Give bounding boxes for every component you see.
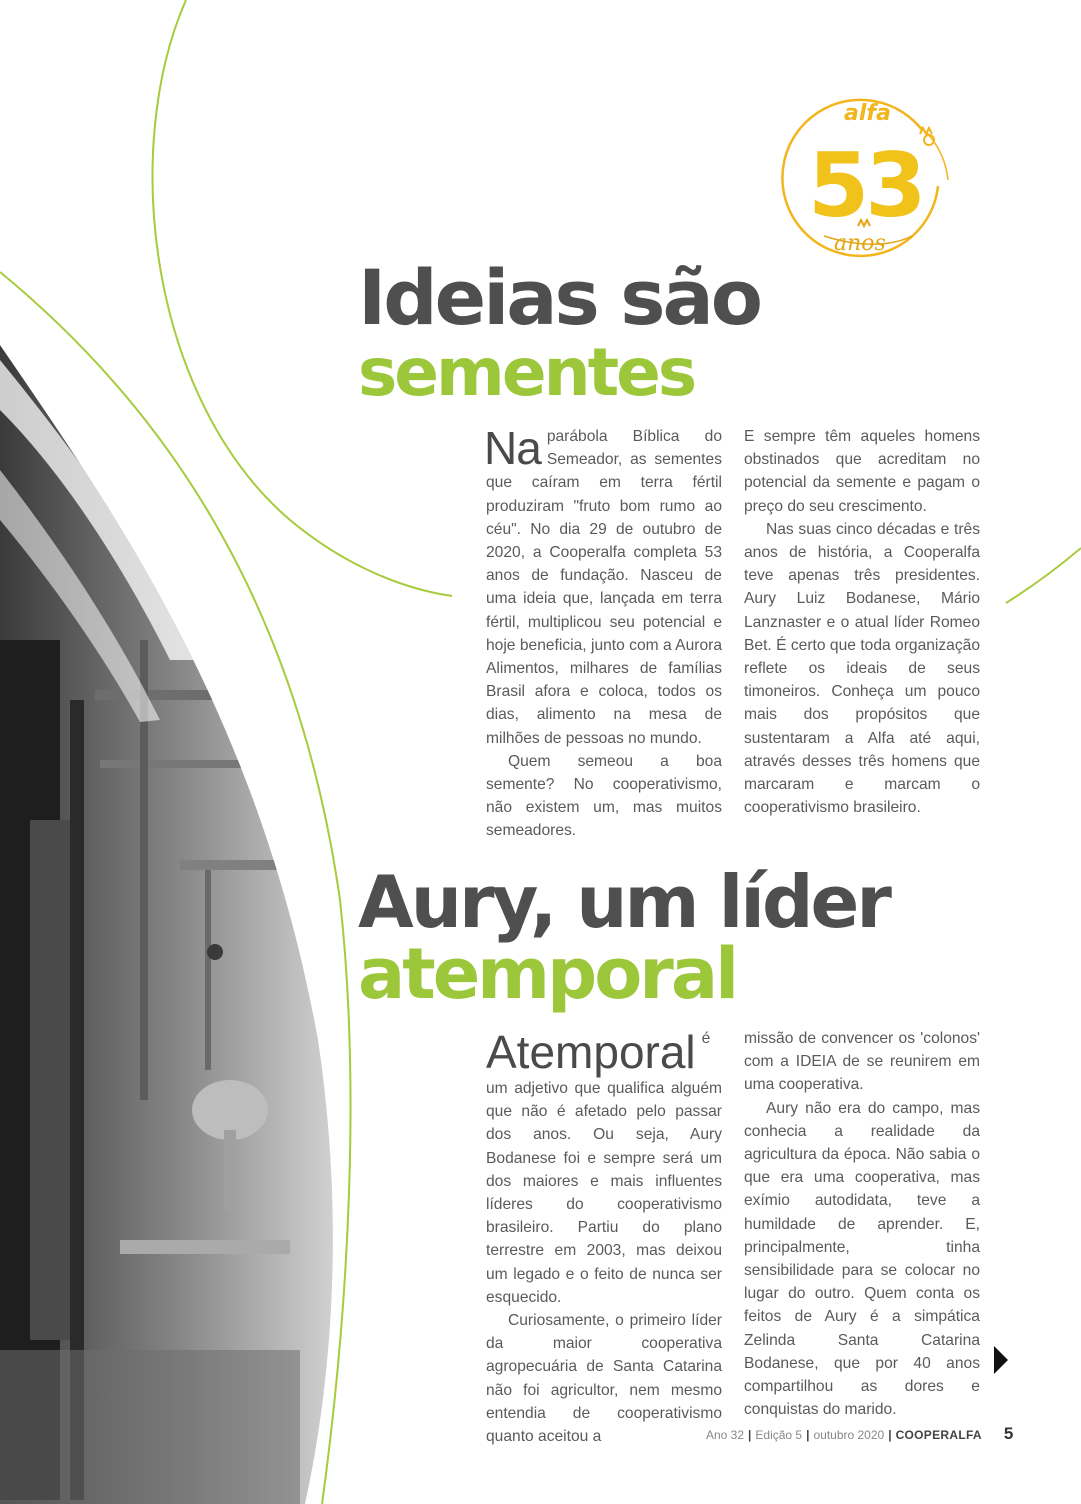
- logo-brand: alfa: [844, 101, 891, 126]
- section2-col1-paragraph2: Curiosamente, o primeiro líder da maior cooperativa agropecuária de Santa Catarina não foi agricultor, nem mesmo entendia de cooperativismo quanto aceitou a: [486, 1312, 722, 1446]
- footer-brand: COOPERALFA: [895, 1428, 982, 1442]
- section2-title-line1: Aury, um líder: [358, 860, 889, 944]
- section2-col1-paragraph1: [486, 1027, 722, 1309]
- section2-column-1: [486, 1027, 722, 1448]
- section1-col1-paragraph2: Quem semeou a boa semente? No cooperativismo, não existem um, mas muitos semeadores.: [486, 752, 722, 840]
- footer-edition: Edição 5: [755, 1428, 803, 1442]
- big-word: Atemporal: [486, 1026, 696, 1078]
- section2-col1-p1-text: é um adjetivo que qualifica alguém que não é afetado pelo passar dos anos. Ou seja, Aury Bodanese foi e sempre será um dos maiores e mais influentes líderes do cooperativismo brasileiro. Partiu do plano terrestre em 2003, mas deixou um legado e o feito de nunca ser esquecido.: [486, 1030, 722, 1306]
- section1-column-2: [744, 425, 980, 819]
- logo-number: 53: [808, 134, 923, 237]
- next-page-arrow-icon[interactable]: [994, 1346, 1008, 1374]
- background-photo: [0, 340, 340, 1504]
- section2-col2-paragraph2: Aury não era do campo, mas conhecia a realidade da agricultura da época. Não sabia o que era uma cooperativa, mas exímio autodidata, teve a humildade de aprender. E, principalmente, tinha sensibilidade para se colocar no lugar do outro. Quem conta os feitos de Aury é a simpática Zelinda Santa Catarina Bodanese, que por 40 anos compartilhou as dores e conquistas do marido.: [744, 1099, 980, 1419]
- footer-year: Ano 32: [706, 1428, 745, 1442]
- alfa-53-anos-logo: [772, 88, 952, 268]
- section1-column-1: [484, 422, 722, 843]
- logo-suffix: anos: [834, 231, 886, 256]
- section1-col1-paragraph1: [484, 422, 722, 750]
- footer-date: outubro 2020: [813, 1428, 885, 1442]
- section2-column-2: [744, 1027, 980, 1421]
- section1-col2-paragraph2: Nas suas cinco décadas e três anos de história, a Cooperalfa teve apenas três presidentes. Aury Luiz Bodanese, Mário Lanznaster e o atual líder Romeo Bet. É certo que toda organização reflete os ideais de seus timoneiros. Conheça um pouco mais dos propósitos que sustentaram a Alfa até aqui, através desses três homens que marcaram e marcam o cooperativismo brasileiro.: [744, 520, 980, 817]
- section1-col2-paragraph1: E sempre têm aqueles homens obstinados que acreditam no potencial da semente e pagam o preço do seu crescimento.: [744, 428, 980, 515]
- section1-title-line1: Ideias são: [358, 253, 760, 342]
- section1-col1-p1-text: parábola Bíblica do Semeador, as sementes que caíram em terra fértil produziram "fruto bom rumo ao céu". No dia 29 de outubro de 2020, a Cooperalfa completa 53 anos de fundação. Nasceu de uma ideia que, lançada em terra fértil, multiplicou seu potencial e hoje beneficia, junto com a Aurora Alimentos, milhares de famílias Brasil afora e coloca, todos os dias, alimento na mesa de milhões de pessoas no mundo.: [486, 428, 722, 747]
- section1-title-line2: sementes: [358, 334, 695, 411]
- section2-col2-paragraph1: missão de convencer os 'colonos' com a IDEIA de se reunirem em uma cooperativa.: [744, 1030, 980, 1094]
- page-number: 5: [1003, 1424, 1014, 1443]
- page-footer: [706, 1424, 1013, 1444]
- footer-separator: |: [806, 1428, 810, 1442]
- dropcap: Na: [484, 422, 541, 474]
- footer-separator: |: [748, 1428, 752, 1442]
- footer-separator: |: [888, 1428, 892, 1442]
- section2-title-line2: atemporal: [358, 933, 737, 1015]
